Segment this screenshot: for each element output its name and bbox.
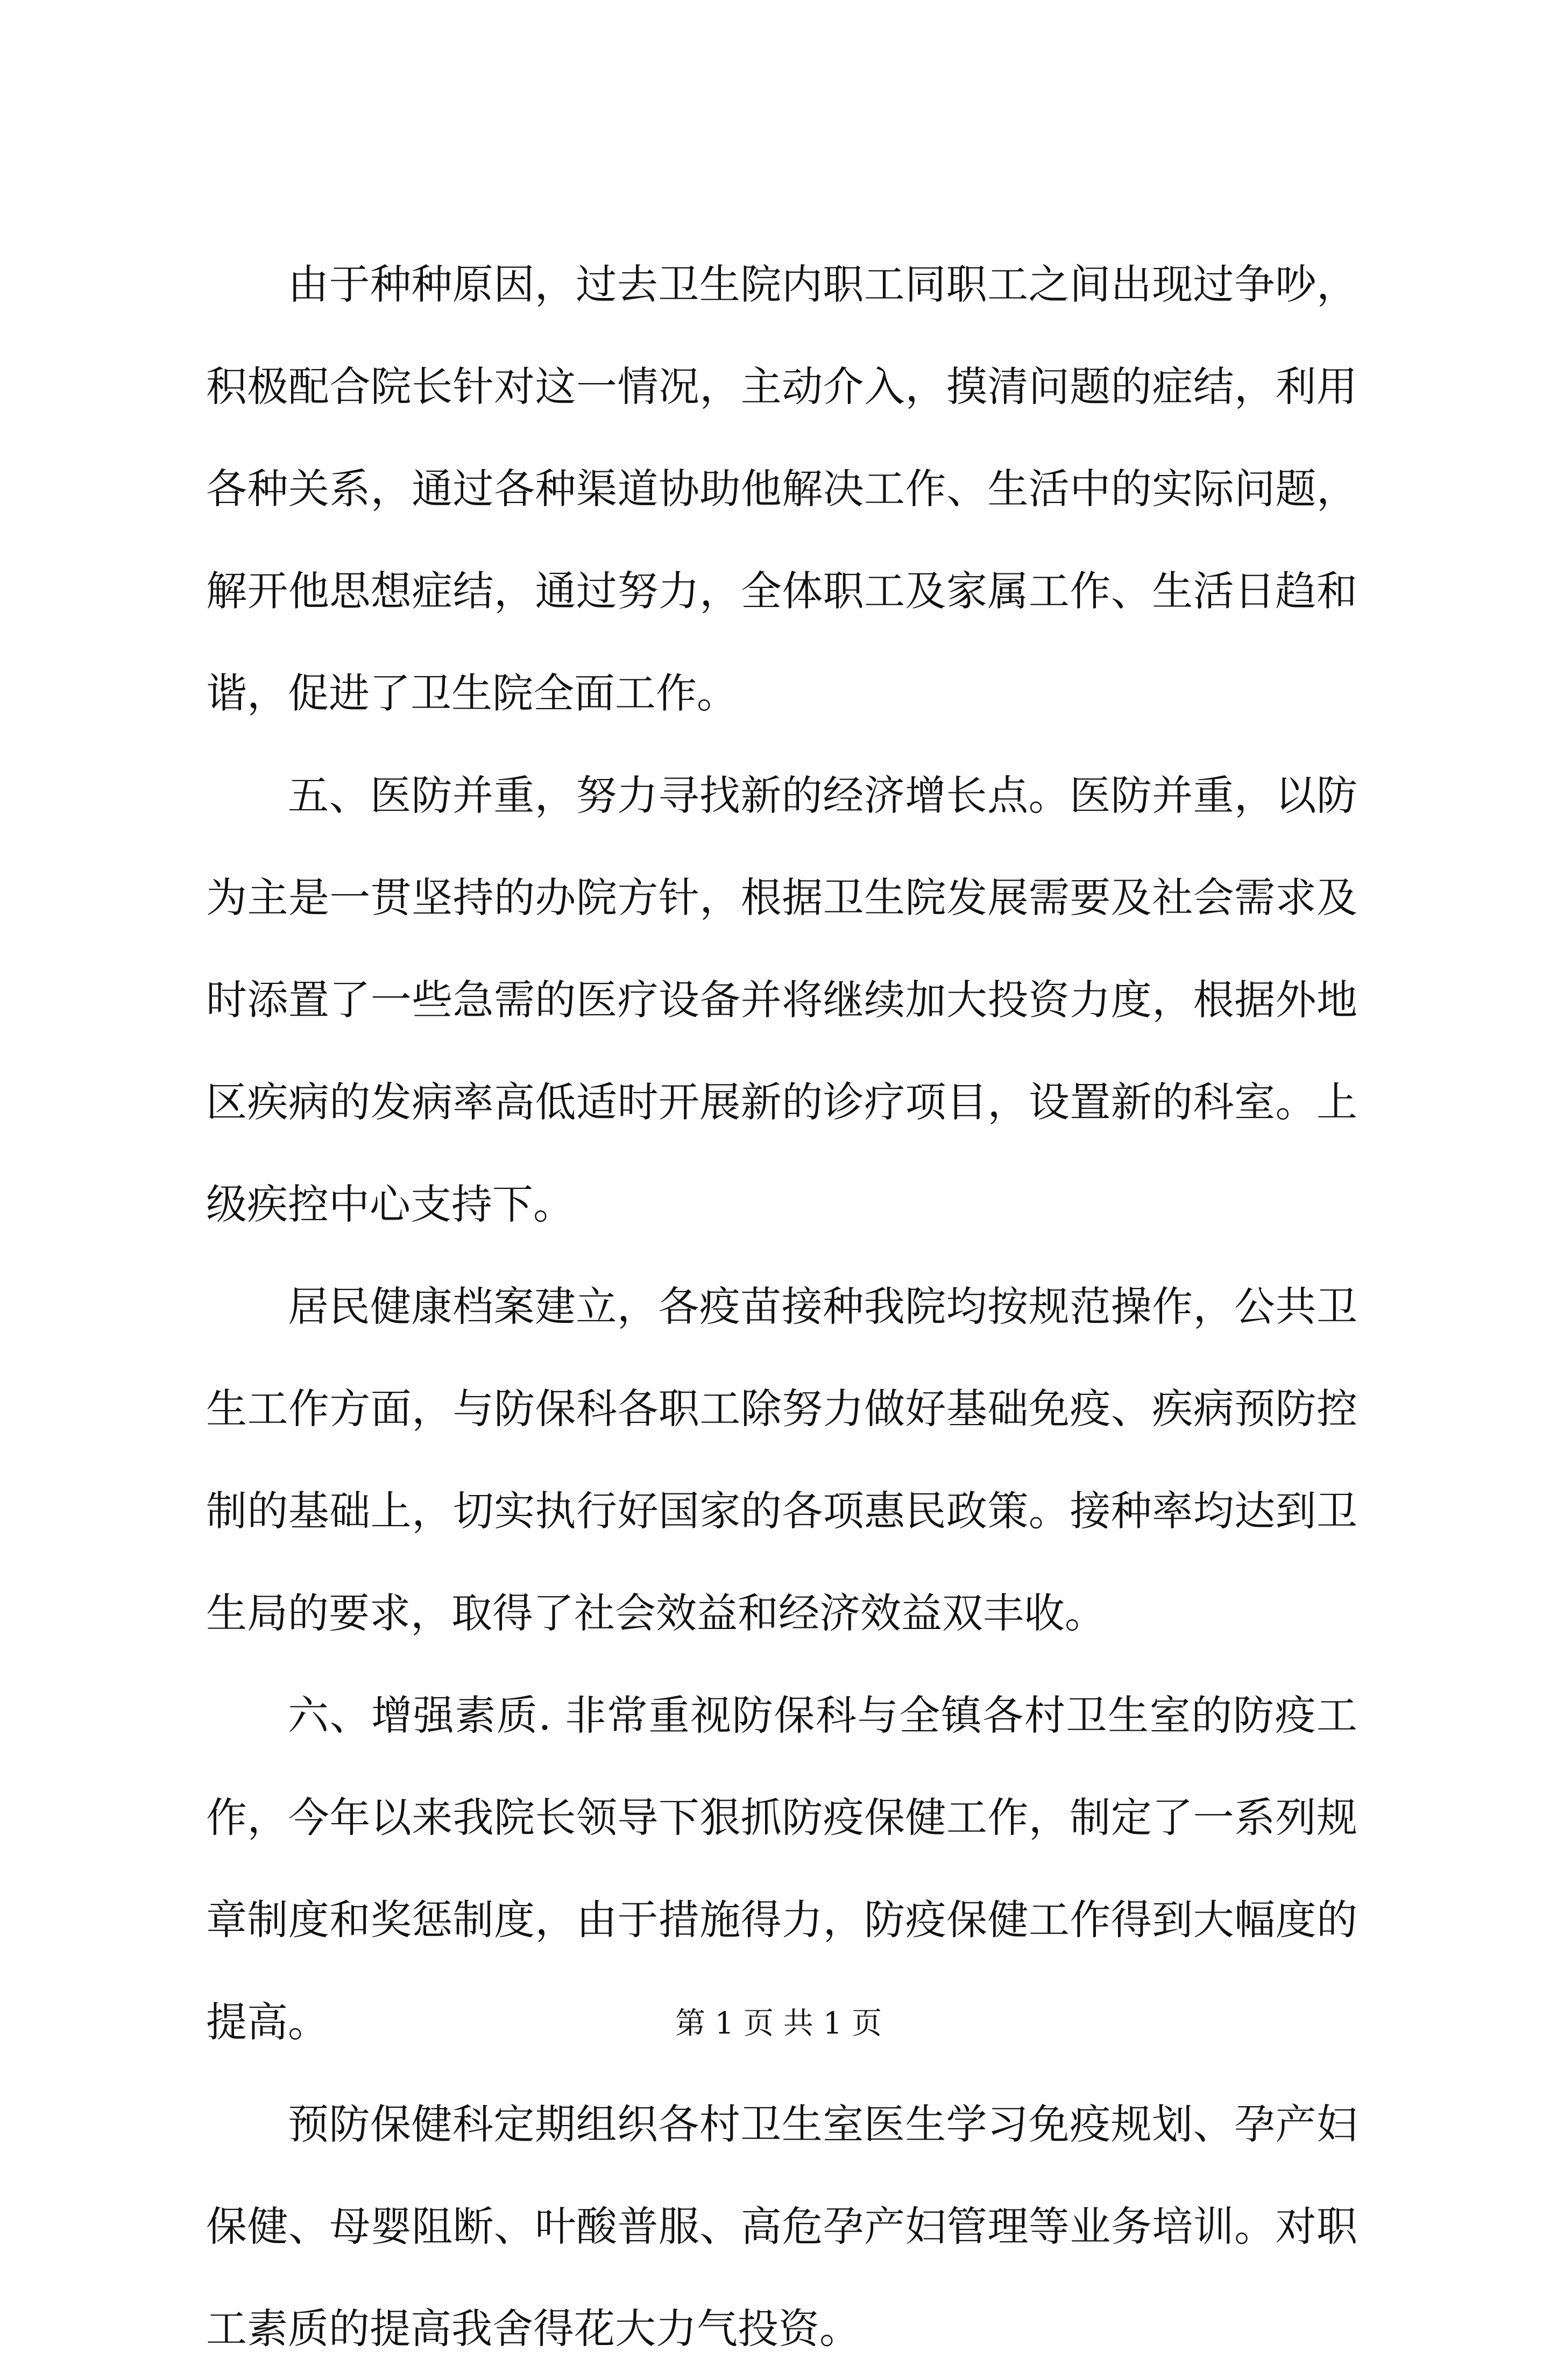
text-line: 预防保健科定期组织各村卫生室医生学习免疫规划、孕产妇: [288, 2100, 1357, 2148]
text-line: 居民健康档案建立，各疫苗接种我院均按规范操作，公共卫: [288, 1283, 1357, 1330]
text-line: 提高。: [206, 1998, 329, 2046]
text-line: 制的基础上，切实执行好国家的各项惠民政策。接种率均达到卫: [206, 1487, 1357, 1535]
page-footer: 第 1 页 共 1 页: [675, 2006, 882, 2041]
text-line: 五、医防并重，努力寻找新的经济增长点。医防并重，以防: [288, 771, 1357, 819]
text-line: 六、增强素质. 非常重视防保科与全镇各村卫生室的防疫工: [288, 1691, 1357, 1739]
text-line: 谐，促进了卫生院全面工作。: [206, 669, 738, 717]
text-line: 区疾病的发病率高低适时开展新的诊疗项目，设置新的科室。上: [206, 1078, 1357, 1126]
text-line: 时添置了一些急需的医疗设备并将继续加大投资力度，根据外地: [206, 976, 1357, 1024]
text-line: 积极配合院长针对这一情况，主动介入，摸清问题的症结，利用: [206, 363, 1357, 410]
text-line: 章制度和奖惩制度，由于措施得力，防疫保健工作得到大幅度的: [206, 1896, 1357, 1944]
text-line: 各种关系，通过各种渠道协助他解决工作、生活中的实际问题，: [206, 465, 1357, 513]
text-line: 工素质的提高我舍得花大力气投资。: [206, 2305, 860, 2353]
text-line: 解开他思想症结，通过努力，全体职工及家属工作、生活日趋和: [206, 567, 1357, 615]
text-line: 保健、母婴阻断、叶酸普服、高危孕产妇管理等业务培训。对职: [206, 2202, 1357, 2250]
text-line: 由于种种原因，过去卫生院内职工同职工之间出现过争吵，: [288, 260, 1357, 308]
text-line: 级疾控中心支持下。: [206, 1180, 574, 1228]
text-line: 生局的要求，取得了社会效益和经济效益双丰收。: [206, 1589, 1106, 1637]
text-line: 为主是一贯坚持的办院方针，根据卫生院发展需要及社会需求及: [206, 874, 1357, 922]
text-line: 作，今年以来我院长领导下狠抓防疫保健工作，制定了一系列规: [206, 1794, 1357, 1841]
document-body: [206, 233, 1357, 2380]
text-line: 生工作方面，与防保科各职工除努力做好基础免疫、疾病预防控: [206, 1385, 1357, 1433]
